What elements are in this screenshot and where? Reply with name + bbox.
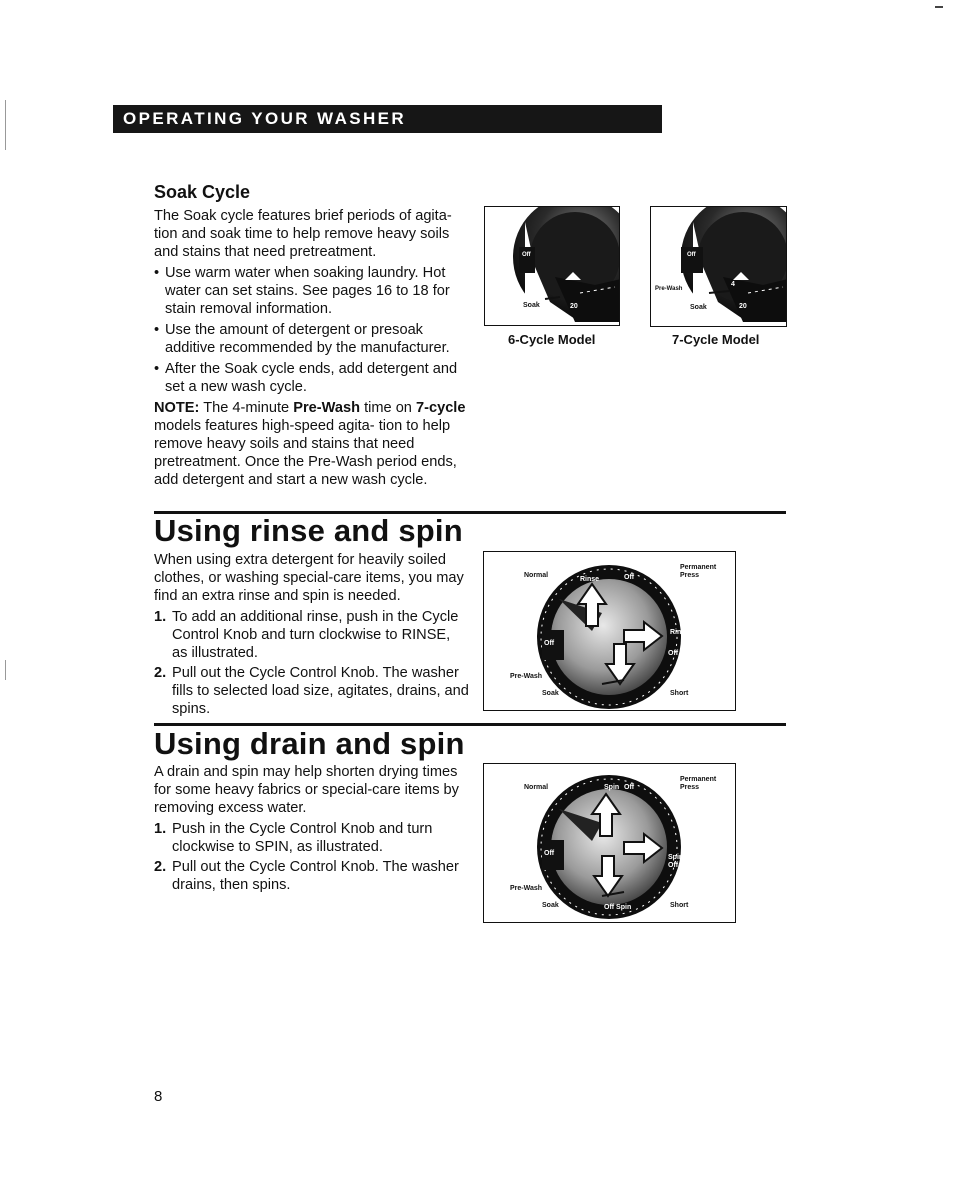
rinse-dial-figure: [483, 551, 736, 711]
dial-label-off: Off: [522, 252, 531, 258]
dial-label-short: Short: [670, 902, 689, 909]
drain-dial-figure: [483, 763, 736, 923]
dial-label-off-right: Off: [668, 862, 679, 869]
drain-intro: A drain and spin may help shorten drying times for some heavy fabrics or special-care items by removing excess water.: [154, 764, 459, 816]
soak-intro: The Soak cycle features brief periods of agita- tion and soak time to help remove heavy soils and stains that need pretreatment.: [154, 208, 452, 260]
dial-label-soak: Soak: [542, 902, 559, 909]
soak-cycle-heading: Soak Cycle: [154, 182, 251, 202]
dial-label-spin: Spin: [604, 784, 620, 791]
seven-cycle-dial-illustration: [651, 207, 787, 327]
scan-mark: [5, 660, 6, 680]
dial-label-normal: Normal: [524, 784, 549, 791]
soak-bullet: • Use the amount of detergent or presoak additive recommended by the manufacturer.: [154, 322, 450, 356]
dial-label-soak: Soak: [690, 304, 707, 311]
drain-step: 1. Push in the Cycle Control Knob and turn clockwise to SPIN, as illustrated.: [154, 821, 433, 855]
dial-label-spin-right: Spin: [668, 854, 684, 861]
drain-step: 2. Pull out the Cycle Control Knob. The washer drains, then spins.: [154, 859, 459, 893]
seven-cycle-dial-figure: [650, 206, 787, 327]
soak-note: NOTE: The 4-minute Pre-Wash time on 7-cycle models features high-speed agita- tion to help remove heavy soils and stains that need pretreatment. Once the Pre-Wash period ends, add detergent and start a new wash cycle.: [154, 400, 466, 488]
dial-label-number: 20: [570, 303, 578, 310]
seven-cycle-caption: 7-Cycle Model: [672, 332, 760, 347]
dial-label-off-right: Off: [668, 650, 679, 657]
dial-label-off-knob: Off: [544, 850, 555, 857]
rinse-spin-body: [154, 551, 469, 720]
dial-label-prewash: Pre-Wash: [655, 286, 683, 292]
dial-label-normal: Normal: [524, 572, 549, 579]
scan-mark: [935, 6, 943, 8]
dial-label-prewash: Pre-Wash: [510, 673, 543, 680]
dial-label-off-knob: Off: [544, 640, 555, 647]
dial-label-soak: Soak: [523, 302, 540, 309]
dial-label-press: Press: [680, 784, 700, 791]
soak-cycle-body: [154, 207, 469, 492]
section-banner: OPERATING YOUR WASHER: [113, 105, 662, 133]
scan-mark: [5, 100, 6, 150]
soak-bullet: • Use warm water when soaking laundry. Hot water can set stains. See pages 16 to 18 for stain removal information.: [154, 265, 450, 317]
dial-label-press: Press: [680, 572, 700, 579]
six-cycle-caption: 6-Cycle Model: [508, 332, 596, 347]
rinse-intro: When using extra detergent for heavily soiled clothes, or washing special-care items, you may find an extra rinse and spin is needed.: [154, 552, 464, 604]
six-cycle-dial-illustration: [485, 207, 620, 326]
drain-spin-heading: Using drain and spin: [154, 726, 465, 761]
dial-label-rinse: Rinse: [580, 576, 600, 583]
six-cycle-dial-figure: [484, 206, 620, 326]
page-number: 8: [154, 1088, 163, 1105]
soak-bullet: • After the Soak cycle ends, add detergent and set a new wash cycle.: [154, 361, 458, 395]
dial-label-soak: Soak: [542, 690, 559, 697]
dial-label-off: Off: [624, 784, 635, 791]
dial-label-four: 4: [731, 281, 735, 288]
dial-label-permanent: Permanent: [680, 776, 717, 783]
dial-label-rinse-right: Rinse: [670, 629, 690, 636]
dial-label-short: Short: [670, 690, 689, 697]
dial-label-prewash: Pre-Wash: [510, 885, 543, 892]
dial-label-off: Off: [624, 574, 635, 581]
rinse-step: 1. To add an additional rinse, push in the Cycle Control Knob and turn clockwise to RINSE, as illustrated.: [154, 609, 459, 661]
dial-label-permanent: Permanent: [680, 564, 717, 571]
drain-spin-body: [154, 763, 469, 896]
dial-label-off: Off: [687, 252, 696, 258]
rinse-step: 2. Pull out the Cycle Control Knob. The washer fills to selected load size, agitates, drains, and spins.: [154, 665, 469, 717]
dial-label-number: 20: [739, 303, 747, 310]
rinse-spin-heading: Using rinse and spin: [154, 513, 463, 548]
dial-label-off-spin: Off Spin: [604, 904, 632, 911]
